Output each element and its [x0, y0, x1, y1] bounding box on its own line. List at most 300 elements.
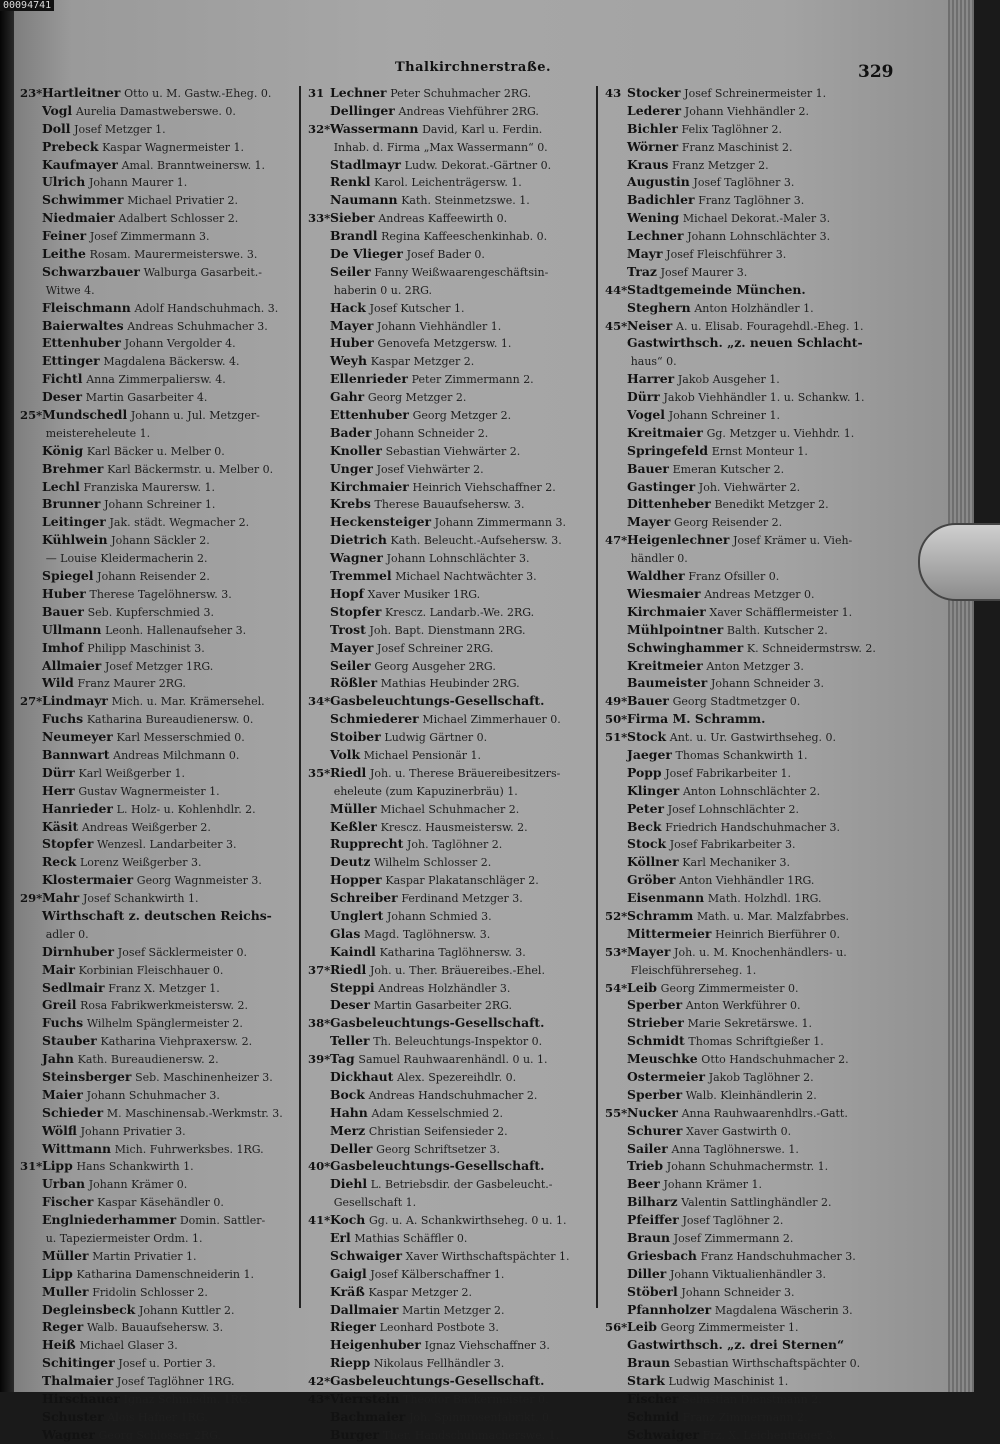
resident-description: Thomas Schriftgießer 1. [688, 1035, 824, 1049]
directory-entry [20, 460, 296, 478]
resident-name: Traz [627, 263, 657, 279]
directory-entry [605, 478, 895, 496]
directory-entry [20, 746, 296, 764]
resident-name: Trieb [627, 1158, 664, 1174]
resident-name: Kirchmaier [627, 603, 706, 619]
resident-name: Dittenheber [627, 496, 711, 512]
resident-name: Kaindl [330, 943, 376, 959]
resident-name: Stocker [627, 85, 681, 100]
resident-description: Katharina Damenschneiderin 1. [76, 1267, 255, 1281]
directory-entry [308, 334, 594, 352]
resident-name: Schuster [42, 1408, 104, 1424]
resident-description: meistereheleute 1. [45, 426, 151, 440]
resident-description: Johann Schneider 3. [711, 677, 825, 691]
resident-name: Pfeiffer [627, 1212, 679, 1228]
resident-description: Michael Zimmerhauer 0. [422, 713, 561, 727]
resident-description: Frz. X. Leichenträger 3. [702, 1428, 837, 1442]
directory-entry [20, 406, 296, 424]
resident-name: Deutz [330, 854, 371, 870]
resident-name: Naumann [330, 192, 398, 208]
directory-entry [308, 782, 594, 800]
directory-entry [605, 120, 895, 138]
page-header-street: Thalkirchnerstraße. [395, 60, 551, 75]
resident-description: Christian Seifensieder 2. [368, 1124, 508, 1138]
directory-entry [605, 1408, 895, 1426]
resident-name: Hahn [330, 1104, 368, 1120]
house-number: 42* [308, 1374, 331, 1389]
directory-entry [20, 925, 296, 943]
resident-description: Andreas Metzger 0. [704, 587, 815, 601]
resident-name: Ettenhuber [42, 335, 121, 351]
resident-name: Allmaier [42, 657, 102, 673]
resident-description: Otto Handschuhmacher 2. [701, 1053, 849, 1067]
resident-name: Ellenrieder [330, 371, 408, 387]
resident-description: Josef Zimmermann 2. [673, 1232, 794, 1245]
directory-entry [20, 1372, 296, 1390]
resident-description: Kaspar Plakatanschläger 2. [385, 874, 539, 888]
resident-description: Ernst Monteur 1. [711, 444, 808, 458]
directory-entry [605, 281, 895, 299]
resident-name: Knoller [330, 442, 382, 458]
resident-name: Heiß [42, 1337, 76, 1353]
directory-entry [605, 961, 895, 979]
directory-entry [605, 513, 895, 531]
directory-entry [20, 388, 296, 406]
resident-description: Johann Krämer 1. [663, 1178, 763, 1192]
resident-description: Johann Privatier 3. [80, 1124, 186, 1138]
directory-entry [605, 621, 895, 639]
page-number: 329 [858, 62, 894, 82]
resident-description: Gustav Wagnermeister 1. [78, 784, 220, 798]
directory-entry [20, 692, 296, 710]
resident-description: eheleute (zum Kapuzinerbräu) 1. [333, 784, 518, 798]
house-number: 51* [605, 730, 628, 745]
directory-entry [605, 925, 895, 943]
resident-name: Sperber [627, 997, 683, 1013]
house-number: 25* [20, 408, 43, 423]
resident-name: Stoiber [330, 729, 381, 745]
directory-entry [308, 943, 594, 961]
directory-entry [20, 674, 296, 692]
resident-name: Wild [42, 675, 74, 691]
resident-description: Amal. Branntweinersw. 1. [121, 158, 266, 172]
resident-description: Georg Wagnmeister 3. [136, 874, 262, 888]
directory-entry [308, 1390, 594, 1408]
resident-name: Kühlwein [42, 532, 108, 548]
resident-name: Deser [42, 389, 83, 405]
resident-description: Hans Schankwirth 1. [76, 1160, 194, 1174]
resident-description: Johann Schmied 3. [387, 909, 492, 923]
resident-name: Schwimmer [42, 192, 124, 208]
directory-entry [308, 84, 594, 102]
directory-entry [20, 603, 296, 621]
resident-name: Wörner [627, 138, 679, 154]
resident-name: Mayer [330, 639, 374, 655]
resident-description: Franz Taglöhner 3. [698, 194, 805, 208]
resident-name: Rupprecht [330, 836, 404, 852]
resident-description: Joh. Taglöhner 2. [407, 838, 503, 852]
directory-entry [20, 1032, 296, 1050]
resident-description: Andreas Viehführer 2RG. [398, 104, 539, 118]
resident-name: Kirchmaier [330, 478, 409, 494]
resident-description: Franziska Maurersw. 1. [83, 480, 215, 494]
resident-description: Karol. Leichenträgersw. 1. [374, 176, 522, 190]
resident-name: Krebs [330, 496, 371, 512]
directory-entry [20, 889, 296, 907]
directory-entry [20, 1014, 296, 1032]
resident-description: Magdalena Bäckersw. 4. [103, 355, 240, 369]
resident-name: Steppi [330, 979, 375, 995]
resident-name: Hack [330, 299, 366, 315]
directory-column-middle [308, 84, 594, 1444]
resident-description: Anton Werkführer 0. [685, 999, 801, 1013]
directory-entry [20, 621, 296, 639]
resident-description: Domin. Sattler- [179, 1214, 266, 1228]
resident-name: Heigenhuber [330, 1337, 421, 1353]
resident-description: Johann Schuhmachermstr. 1. [666, 1160, 829, 1174]
resident-name: Feiner [42, 228, 87, 244]
resident-description: Emeran Kutscher 2. [672, 462, 785, 476]
resident-name: Fischer [627, 1391, 679, 1407]
directory-entry [605, 764, 895, 782]
resident-name: Weyh [330, 353, 367, 369]
directory-entry [20, 334, 296, 352]
resident-name: Mayer [627, 514, 671, 530]
resident-name: Sailer [627, 1140, 668, 1156]
directory-entry [20, 191, 296, 209]
directory-entry [20, 1390, 296, 1408]
directory-entry [605, 728, 895, 746]
directory-entry [20, 352, 296, 370]
resident-description: Kath. Steinmetzswe. 1. [401, 194, 530, 208]
resident-name: Wölfl [42, 1122, 77, 1138]
resident-name: Springefeld [627, 442, 708, 458]
resident-name: Dirnhuber [42, 943, 115, 959]
resident-description: Georg Schlosser 2RG. [98, 1428, 222, 1442]
directory-entry [20, 102, 296, 120]
resident-name: Imhof [42, 639, 84, 655]
resident-description: Franz X. Metzger 1. [108, 981, 220, 995]
resident-name: Maier [42, 1086, 83, 1102]
directory-entry [308, 191, 594, 209]
resident-description: Michael Nachtwächter 3. [395, 570, 537, 584]
resident-name: Mittermeier [627, 925, 712, 941]
directory-entry [308, 1265, 594, 1283]
resident-description: Franz Metzger 2. [672, 158, 769, 172]
resident-description: Ignaz Viehschaffner 3. [424, 1339, 550, 1353]
directory-entry [308, 1211, 594, 1229]
resident-description: Johann Viehhändler 2. [684, 104, 810, 118]
directory-entry [605, 1318, 895, 1336]
resident-description: Anton Viehhändler 1RG. [679, 874, 815, 888]
resident-description: Katharina Bureaudienersw. 0. [86, 713, 254, 727]
resident-name: Nucker [627, 1104, 678, 1120]
resident-name: Rieger [330, 1319, 376, 1335]
resident-name: Diller [627, 1265, 667, 1281]
directory-entry [20, 907, 296, 925]
resident-description: Felix Taglöhner 2. [681, 122, 782, 136]
directory-entry [308, 478, 594, 496]
directory-entry [308, 889, 594, 907]
directory-entry [308, 442, 594, 460]
resident-description: Andreas Milchmann 0. [113, 748, 240, 762]
resident-description: Martin Gasarbeiter 2RG. [373, 999, 513, 1013]
resident-name: Bauer [627, 460, 669, 476]
resident-description: Martin Gasarbeiter 4. [85, 391, 208, 405]
book-spine [0, 0, 14, 1392]
directory-entry [605, 495, 895, 513]
directory-entry [308, 531, 594, 549]
resident-name: Griesbach [627, 1247, 697, 1263]
resident-name: Beer [627, 1176, 660, 1192]
resident-description: Anton Holzhändler 1. [694, 301, 814, 315]
directory-entry [605, 209, 895, 227]
resident-description: Sebastian Dienstmann 2. [682, 1393, 822, 1407]
directory-column-left [20, 84, 296, 1444]
resident-description: Andreas Weißgerber 2. [81, 820, 211, 834]
resident-name: Urban [42, 1176, 86, 1192]
resident-description: Josef Taglöhner 1RG. [116, 1375, 235, 1389]
resident-description: Johann Schneider 3. [681, 1285, 795, 1299]
directory-entry [20, 227, 296, 245]
resident-description: Jakob Ausgeher 1. [677, 373, 780, 387]
resident-name: Reger [42, 1319, 84, 1335]
directory-entry [20, 138, 296, 156]
resident-description: Alois Hafner 1RG. [107, 1410, 208, 1424]
directory-entry [20, 1175, 296, 1193]
resident-description: Kaspar Metzger 2. [370, 355, 475, 369]
resident-description: haberin 0 u. 2RG. [333, 283, 432, 297]
resident-description: Karl Weißgerber 1. [78, 766, 185, 780]
resident-description: Walb. Kleinhändlerin 2. [685, 1088, 817, 1102]
resident-name: Gahr [330, 389, 365, 405]
directory-entry [605, 227, 895, 245]
directory-entry [605, 138, 895, 156]
directory-entry [605, 674, 895, 692]
resident-description: Josef Zimmermann 3. [89, 230, 210, 244]
resident-description: Xaver Wirthschaftspächter 1. [405, 1249, 570, 1263]
resident-name: Leib [627, 979, 657, 995]
resident-name: Firma M. Schramm. [627, 711, 766, 727]
resident-name: Gasbeleuchtungs-Gesellschaft. [330, 1015, 545, 1031]
resident-name: Wirthschaft z. deutschen Reichs- [42, 907, 272, 923]
resident-name: Schwinghammer [627, 639, 744, 655]
resident-name: Wening [627, 210, 680, 226]
directory-entry [20, 1301, 296, 1319]
resident-name: Wassermann [330, 120, 419, 136]
resident-description: Johann u. Jul. Metzger- [130, 409, 260, 423]
house-number: 41* [308, 1213, 331, 1228]
resident-name: Fichtl [42, 371, 83, 387]
resident-name: Lechner [627, 228, 684, 244]
resident-name: Meuschke [627, 1051, 698, 1067]
resident-description: Ludw. Dekorat.-Gärtner 0. [404, 158, 552, 172]
resident-description: Josef Taglöhner 3. [693, 176, 795, 190]
resident-name: Gröber [627, 872, 676, 888]
directory-entry [20, 549, 296, 567]
house-number: 45* [605, 318, 628, 333]
resident-name: Doll [42, 120, 71, 136]
resident-description: Witwe 4. [45, 283, 95, 297]
resident-name: Dallmaier [330, 1301, 399, 1317]
resident-description: Anna Taglöhnerswe. 1. [671, 1142, 799, 1156]
directory-entry [308, 1032, 594, 1050]
resident-name: Augustin [627, 174, 690, 190]
directory-entry [308, 1193, 594, 1211]
resident-name: Gastwirthsch. „z. drei Sternen“ [627, 1337, 845, 1353]
directory-entry [20, 853, 296, 871]
resident-description: Josef Fabrikarbeiter 3. [669, 838, 796, 852]
resident-name: Köllner [627, 854, 679, 870]
directory-column-right [605, 84, 895, 1444]
resident-name: Ulrich [42, 174, 86, 190]
directory-entry [20, 442, 296, 460]
resident-name: Dürr [42, 764, 75, 780]
directory-entry [605, 1336, 895, 1354]
resident-description: Josef Säcklermeister 0. [117, 945, 248, 959]
resident-name: Bichler [627, 120, 678, 136]
directory-entry [605, 173, 895, 191]
resident-description: Nikolaus Fellhändler 3. [373, 1357, 505, 1371]
resident-description: Ludwig Gärtner 0. [384, 731, 488, 745]
resident-description: Johann Krämer 0. [88, 1178, 188, 1192]
directory-entry [308, 1229, 594, 1247]
resident-description: Joh. Viehwärter 2. [698, 480, 801, 494]
resident-name: Hartleitner [42, 85, 121, 100]
directory-entry [605, 1014, 895, 1032]
resident-description: Balth. Kutscher 2. [726, 623, 828, 637]
resident-description: Wilhelm Schlosser 2. [374, 856, 492, 870]
resident-name: Hopper [330, 872, 382, 888]
directory-entry [605, 531, 895, 549]
house-number: 32* [308, 121, 331, 136]
resident-name: Klostermaier [42, 872, 134, 888]
directory-entry [308, 692, 594, 710]
directory-entry [20, 209, 296, 227]
resident-description: Josef Metzger 1. [74, 122, 166, 136]
resident-name: Tag [330, 1051, 355, 1067]
resident-description: L. Holz- u. Kohlenhdlr. 2. [116, 802, 256, 816]
resident-name: Lederer [627, 102, 682, 118]
directory-entry [20, 299, 296, 317]
resident-description: Mich. u. Mar. Krämersehel. [111, 695, 265, 709]
resident-description: Therese Tagelöhnersw. 3. [89, 587, 232, 601]
resident-name: Ettenhuber [330, 407, 409, 423]
directory-entry [308, 674, 594, 692]
resident-description: Michael Dekorat.-Maler 3. [682, 212, 831, 226]
directory-entry [605, 84, 895, 102]
resident-name: Kaufmayer [42, 156, 118, 172]
directory-entry [20, 1247, 296, 1265]
directory-entry [20, 424, 296, 442]
resident-name: Neiser [627, 317, 673, 333]
resident-name: Wagner [42, 1426, 95, 1442]
resident-description: Georg Zimmermeister 1. [660, 1321, 799, 1335]
resident-name: Erl [330, 1230, 351, 1245]
resident-description: Therese Bauaufsehersw. 3. [374, 498, 525, 512]
resident-description: Johann Maurer 1. [89, 176, 188, 190]
directory-entry [20, 639, 296, 657]
directory-entry [605, 1122, 895, 1140]
directory-entry [20, 478, 296, 496]
resident-name: Müller [42, 1247, 89, 1263]
directory-entry [605, 1301, 895, 1319]
directory-entry [605, 1247, 895, 1265]
directory-entry [20, 1104, 296, 1122]
resident-description: Georg Schriftsetzer 3. [376, 1142, 501, 1156]
resident-description: Johann Zimmermann 3. [434, 516, 566, 530]
resident-name: Strieber [627, 1015, 684, 1031]
resident-description: u. Tapeziermeister Ordm. 1. [45, 1232, 203, 1245]
resident-name: Stock [627, 729, 667, 745]
resident-name: Stopfer [330, 603, 382, 619]
house-number: 50* [605, 712, 628, 727]
resident-description: Heinrich Viehschaffner 2. [412, 480, 556, 494]
directory-entry [605, 299, 895, 317]
directory-entry [20, 263, 296, 281]
directory-entry [605, 603, 895, 621]
resident-description: Friedrich Handschuhmacher 3. [665, 820, 840, 834]
resident-description: Johann Lohnschlächter 3. [687, 230, 831, 244]
directory-entry [605, 889, 895, 907]
resident-name: Riedl [330, 764, 367, 780]
resident-description: Joh. u. Therese Bräuereibesitzers- [369, 766, 561, 780]
resident-description: Inhab. d. Firma „Max Wassermann“ 0. [333, 140, 548, 154]
resident-name: Volk [330, 746, 361, 762]
directory-entry [605, 1050, 895, 1068]
directory-entry [605, 782, 895, 800]
resident-name: Rößler [330, 675, 378, 691]
directory-entry [20, 317, 296, 335]
directory-entry [308, 1157, 594, 1175]
resident-description: Andreas Schuhmacher 3. [127, 319, 268, 333]
resident-name: Vogl [42, 102, 73, 118]
directory-entry [20, 531, 296, 549]
resident-description: Ther. Handschuhmacherswe. 1. [382, 1428, 560, 1442]
resident-description: Seb. Kupferschmied 3. [87, 605, 215, 619]
resident-description: Josef Taglöhner 2. [682, 1214, 784, 1228]
resident-description: Walburga Gasarbeit.- [143, 265, 262, 279]
resident-description: K. Schneidermstrsw. 2. [746, 641, 876, 655]
directory-entry [20, 1068, 296, 1086]
resident-description: Krescz. Landarb.-We. 2RG. [385, 605, 535, 619]
directory-entry [308, 1408, 594, 1426]
resident-description: Franz Maurer 2RG. [77, 677, 186, 691]
resident-description: Franz Zimmermann 2. [682, 1410, 808, 1424]
scan-id-label: 00094741 [0, 0, 54, 11]
resident-name: Mundschedl [42, 407, 128, 423]
directory-entry [20, 782, 296, 800]
resident-name: Ullmann [42, 621, 102, 637]
resident-name: Leithe [42, 246, 86, 262]
directory-entry [308, 102, 594, 120]
directory-entry [308, 603, 594, 621]
resident-description: Ignaz Schmiedm. 1RG. [123, 1393, 251, 1407]
directory-entry [605, 657, 895, 675]
directory-entry [308, 853, 594, 871]
resident-name: Gaigl [330, 1265, 367, 1281]
directory-entry [308, 1372, 594, 1390]
directory-entry [308, 352, 594, 370]
resident-name: Hanrieder [42, 800, 113, 816]
resident-name: Gasbeleuchtungs-Gesellschaft. [330, 1373, 545, 1389]
directory-entry [308, 925, 594, 943]
directory-entry [20, 281, 296, 299]
resident-description: Th. Beleuchtungs-Inspektor 0. [373, 1035, 543, 1049]
directory-entry [308, 1086, 594, 1104]
directory-entry [308, 746, 594, 764]
directory-entry [308, 764, 594, 782]
